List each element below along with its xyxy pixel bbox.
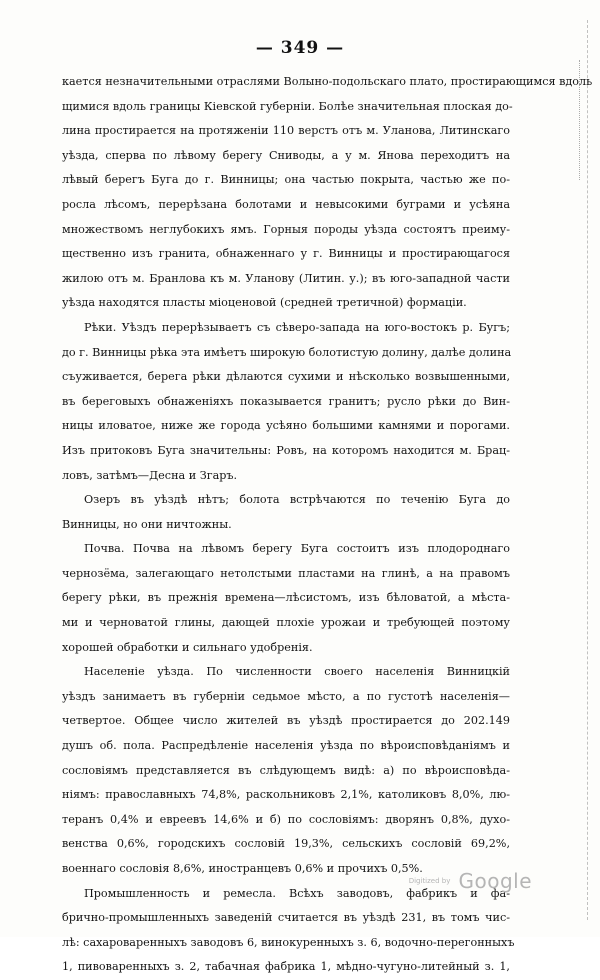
text-line: въ береговыхъ обнаженіяхъ показывается гранитъ; русло рѣки до Вин- — [62, 394, 510, 408]
text-line: теранъ 0,4% и евреевъ 14,6% и б) по сословіямъ: дворянъ 0,8%, духо- — [62, 812, 510, 826]
paragraph-industry — [62, 882, 515, 980]
text-line: росла лѣсомъ, перерѣзана болотами и невысокими буграми и усѣяна — [62, 197, 510, 211]
text-line: Рѣки. Уѣздъ перерѣзываетъ съ сѣверо-запада на юго-востокъ р. Бугъ; — [84, 320, 510, 334]
watermark-prefix: Digitized by — [408, 877, 451, 885]
text-line: Почва. Почва на лѣвомъ берегу Буга состоитъ изъ плодороднаго — [84, 542, 510, 556]
binding-edge — [587, 20, 594, 920]
text-line: Озеръ въ уѣздѣ нѣтъ; болота встрѣчаются по теченію Буга до — [84, 493, 510, 507]
page-number: — 349 — — [255, 38, 345, 58]
paragraph-lakes — [62, 488, 510, 537]
text-line: ницы иловатое, ниже же города усѣяно большими камнями и порогами. — [62, 419, 510, 433]
text-line: уѣзда находятся пласты міоценовой (средней третичной) формаціи. — [62, 296, 467, 310]
digitized-watermark — [409, 869, 532, 893]
text-line: ловъ, затѣмъ—Десна и Згаръ. — [62, 468, 238, 482]
text-line: ніямъ: православныхъ 74,8%, раскольниковъ 2,1%, католиковъ 8,0%, лю- — [62, 788, 510, 802]
text-line: съуживается, берега рѣки дѣлаются сухими и нѣсколько возвышенными, — [62, 370, 510, 384]
text-line: брично-промышленныхъ заведеній считается въ уѣздѣ 231, въ томъ чис- — [62, 911, 510, 925]
paragraph-rivers — [62, 316, 510, 488]
text-line: щественно изъ гранита, обнаженнаго у г. Винницы и простирающагося — [62, 247, 510, 261]
text-line: лина простирается на протяженіи 110 верстъ отъ м. Уланова, Литинскаго — [62, 124, 510, 138]
text-line: Промышленность и ремесла. Всѣхъ заводовъ, фабрикъ и фа- — [84, 886, 510, 900]
text-line: лѣвый берегъ Буга до г. Винницы; она частью покрыта, частью же по- — [62, 173, 510, 187]
body-text — [62, 70, 593, 980]
text-line: щимися вдоль границы Кіевской губерніи. Болѣе значительная плоская до- — [62, 99, 513, 113]
paragraph-soil — [62, 537, 510, 660]
text-line: хорошей обработки и сильнаго удобренія. — [62, 640, 313, 654]
text-line: уѣзда, сперва по лѣвому берегу Сниводы, а у м. Янова переходитъ на — [62, 148, 510, 162]
text-line: четвертое. Общее число жителей въ уѣздѣ простирается до 202.149 — [62, 714, 510, 728]
text-line: лѣ: сахароваренныхъ заводовъ 6, винокуренныхъ з. 6, водочно-перегонныхъ — [62, 935, 515, 949]
text-line: чернозёма, залегающаго нетолстыми пластами на глинѣ, а на правомъ — [62, 566, 510, 580]
text-line: Населеніе уѣзда. По численности своего населенія Винницкій — [84, 665, 510, 679]
paragraph-population — [62, 660, 510, 881]
text-line: венства 0,6%, городскихъ сословій 19,3%, сельскихъ сословій 69,2%, — [62, 837, 510, 851]
text-line: Винницы, но они ничтожны. — [62, 517, 232, 531]
text-line: множествомъ неглубокихъ ямъ. Горныя породы уѣзда состоятъ преиму- — [62, 222, 510, 236]
text-line: душъ об. пола. Распредѣленіе населенія уѣзда по вѣроисповѣданіямъ и — [62, 739, 510, 753]
text-line: берегу рѣки, въ прежнія времена—лѣсистомъ, изъ бѣловатой, а мѣста- — [62, 591, 510, 605]
text-line: до г. Винницы рѣка эта имѣетъ широкую болотистую долину, далѣе долина — [62, 345, 512, 359]
text-line: кается незначительными отраслями Волыно-подольскаго плато, простирающимся вдоль — [62, 75, 593, 88]
text-line: уѣздъ занимаетъ въ губерніи седьмое мѣсто, а по густотѣ населенія— — [62, 689, 510, 703]
text-line: жилою отъ м. Бранлова къ м. Уланову (Литин. у.); въ юго-западной части — [62, 271, 510, 285]
text-line: сословіямъ представляется въ слѣдующемъ видѣ: а) по вѣроисповѣда- — [62, 763, 510, 777]
paragraph-relief — [62, 70, 593, 316]
watermark-brand: Google — [458, 869, 532, 893]
text-line: 1, пивоваренныхъ з. 2, табачная фабрика 1, мѣдно-чугуно-литейный з. 1, — [62, 960, 510, 974]
text-line: Изъ притоковъ Буга значительны: Ровъ, на которомъ находится м. Брац- — [62, 443, 510, 457]
text-line: военнаго сословія 8,6%, иностранцевъ 0,6% и прочихъ 0,5%. — [62, 862, 423, 875]
text-line: ми и черноватой глины, дающей плохіе урожаи и требующей поэтому — [62, 616, 510, 630]
